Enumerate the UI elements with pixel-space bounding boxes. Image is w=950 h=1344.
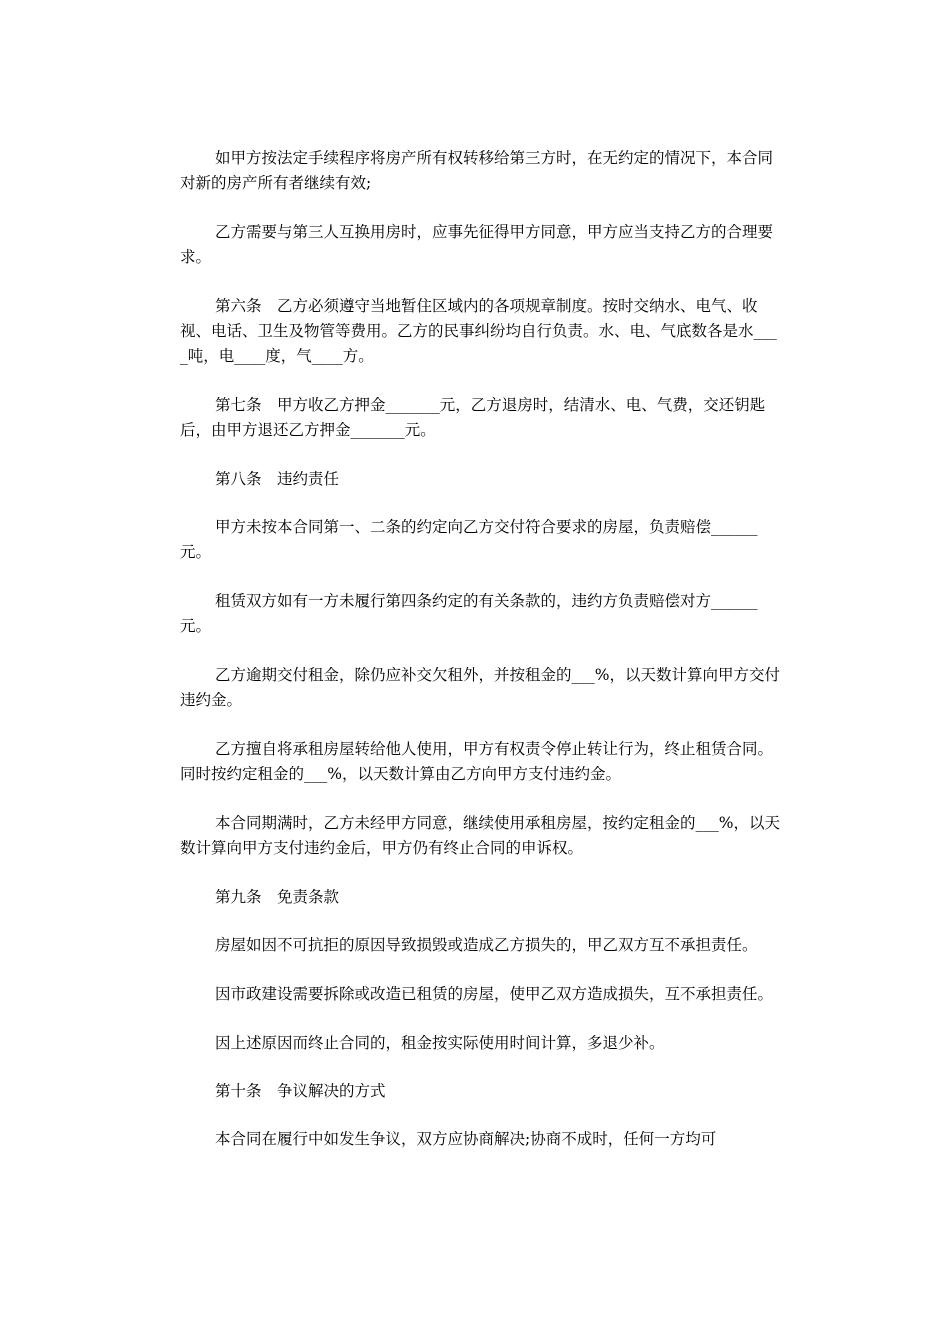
heading-article-10: 第十条 争议解决的方式 [215, 1082, 386, 1100]
paragraph-late-rent: 乙方逾期交付租金，除仍应补交欠租外，并按租金的___%，以天数计算向甲方交付违约金。 [180, 666, 780, 709]
paragraph-sublet: 乙方擅自将承租房屋转给他人使用，甲方有权责令停止转让行为，终止租赁合同。同时按约定租金的___%，以天数计算由乙方向甲方支付违约金。 [180, 740, 774, 783]
paragraph-landlord-breach: 甲方未按本合同第一、二条的约定向乙方交付符合要求的房屋，负责赔偿______元。 [180, 518, 758, 561]
heading-article-8: 第八条 违约责任 [215, 470, 340, 488]
paragraph-room-exchange: 乙方需要与第三人互换用房时，应事先征得甲方同意，甲方应当支持乙方的合理要求。 [180, 223, 774, 266]
paragraph-rent-settlement: 因上述原因而终止合同的，租金按实际使用时间计算，多退少补。 [215, 1034, 665, 1052]
document-body [180, 146, 780, 1175]
paragraph-article-7: 第七条 甲方收乙方押金_______元，乙方退房时，结清水、电、气费，交还钥匙后，由甲方退还乙方押金_______元。 [180, 396, 766, 439]
paragraph-article-4-breach: 租赁双方如有一方未履行第四条约定的有关条款的，违约方负责赔偿对方______元。 [180, 592, 758, 635]
paragraph-force-majeure: 房屋如因不可抗拒的原因导致损毁或造成乙方损失的，甲乙双方互不承担责任。 [215, 936, 758, 954]
heading-article-9: 第九条 免责条款 [215, 888, 340, 906]
paragraph-ownership-transfer: 如甲方按法定手续程序将房产所有权转移给第三方时，在无约定的情况下，本合同对新的房产所有者继续有效; [180, 149, 774, 192]
paragraph-article-6: 第六条 乙方必须遵守当地暂住区域内的各项规章制度。按时交纳水、电气、收视、电话、卫生及物管等费用。乙方的民事纠纷均自行负责。水、电、气底数各是水____吨，电____度，气____方。 [180, 297, 777, 365]
paragraph-municipal-demolition: 因市政建设需要拆除或改造已租赁的房屋，使甲乙双方造成损失，互不承担责任。 [215, 985, 774, 1003]
paragraph-overstay: 本合同期满时，乙方未经甲方同意，继续使用承租房屋，按约定租金的___%，以天数计算向甲方支付违约金后，甲方仍有终止合同的申诉权。 [180, 814, 780, 857]
paragraph-dispute-resolution: 本合同在履行中如发生争议，双方应协商解决;协商不成时，任何一方均可 [215, 1130, 717, 1148]
